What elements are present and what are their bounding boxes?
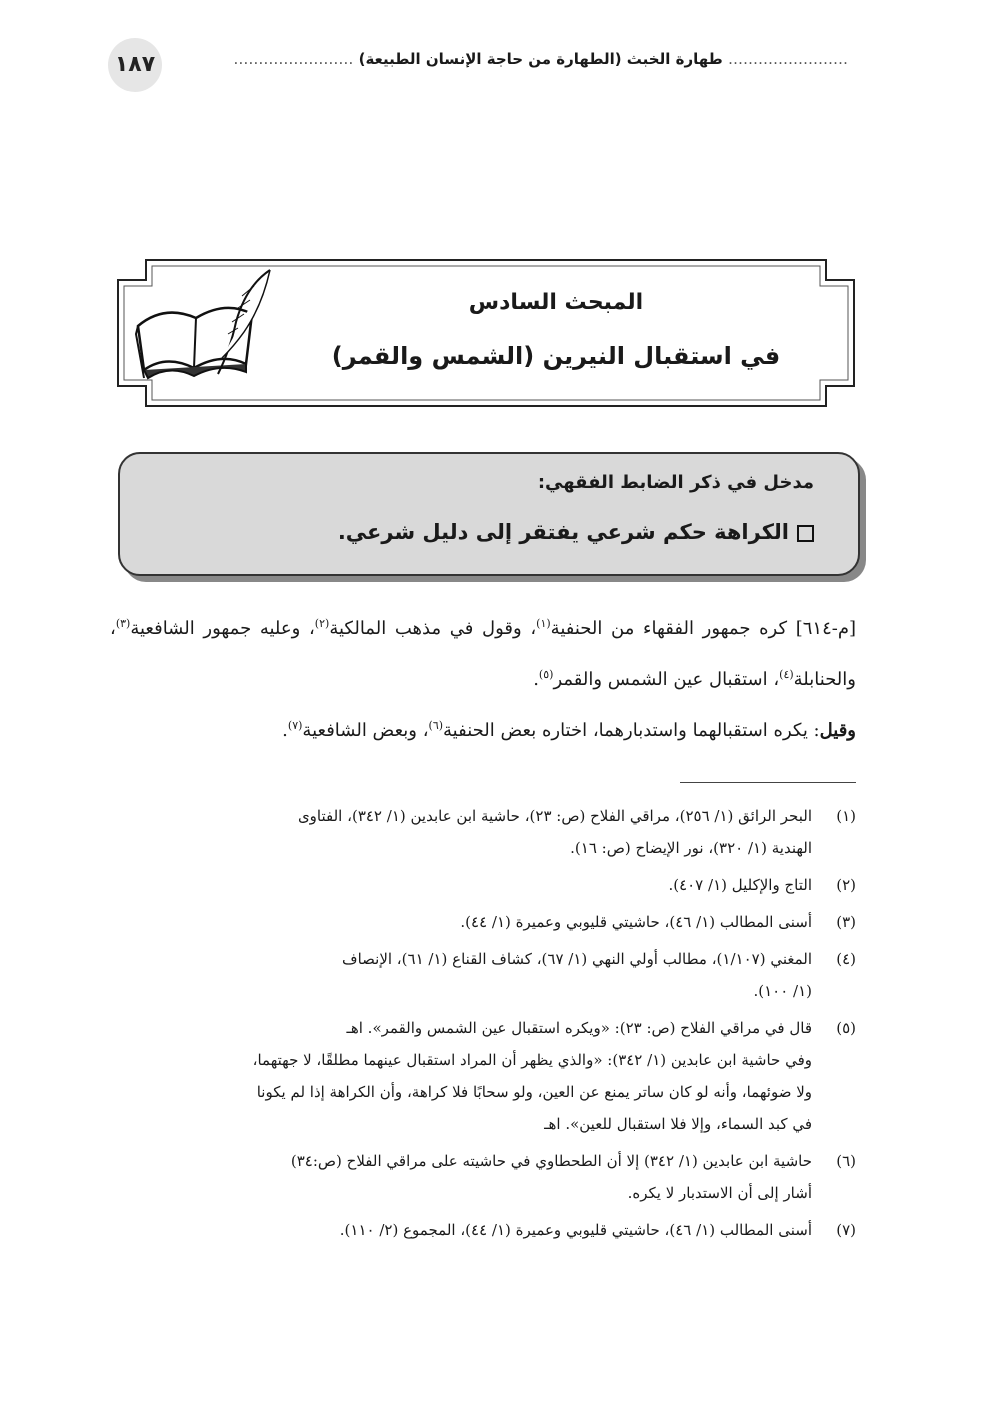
text-run: ، وعليه جمهور الشافعية xyxy=(130,618,315,639)
footnote-separator xyxy=(680,782,856,783)
footnote-ref[interactable]: (٦) xyxy=(428,719,444,732)
footnote-number: (٣) xyxy=(836,913,856,931)
footnote-line: المغني (١/١٠٧)، مطالب أولي النهي (١/ ٦٧)، كشاف القناع (١/ ٦١)، الإنصاف xyxy=(342,950,812,968)
footnote-line: البحر الرائق (١/ ٢٥٦)، مراقي الفلاح (ص: ٢٣)، حاشية ابن عابدين (١/ ٣٤٢)، الفتاوى xyxy=(297,807,812,825)
chapter-title: المبحث السادس xyxy=(468,290,644,315)
footnotes xyxy=(110,800,856,1251)
running-title xyxy=(168,50,848,68)
footnote-line: (١/ ١٠٠). xyxy=(753,982,812,1000)
chapter-title-frame xyxy=(116,258,856,408)
paragraph xyxy=(110,603,856,705)
footnote xyxy=(110,943,856,1007)
rule-item xyxy=(338,520,814,544)
footnote-line: الهندية (١/ ٣٢٠)، نور الإيضاح (ص: ١٦). xyxy=(570,839,812,857)
chapter-subtitle: في استقبال النيرين (الشمس والقمر) xyxy=(331,342,781,370)
footnote-ref[interactable]: (١) xyxy=(536,617,551,630)
footnote-line: أشار إلى أن الاستدبار لا يكره. xyxy=(627,1184,812,1202)
footnote-line: قال في مراقي الفلاح (ص: ٢٣): «ويكره استقبال عين الشمس والقمر». اهـ xyxy=(346,1019,812,1037)
text-run: ، وبعض الشافعية xyxy=(302,720,429,741)
footnote-line: أسنى المطالب (١/ ٤٦)، حاشيتي قليوبي وعميرة (١/ ٤٤)، المجموع (٢/ ١١٠). xyxy=(339,1221,812,1239)
page-number: ١٨٧ xyxy=(108,38,162,92)
footnote-line: التاج والإكليل (١/ ٤٠٧). xyxy=(668,876,812,894)
footnote-line: وفي حاشية ابن عابدين (١/ ٣٤٢): «والذي يظهر أن المراد استقبال عينهما مطلقًا، لا جهتهما، xyxy=(252,1051,812,1069)
text-run: [م-٦١٤] كره جمهور الفقهاء من الحنفية xyxy=(550,618,856,639)
footnote-ref[interactable]: (٣) xyxy=(115,617,131,630)
footnote-line: في كبد السماء، وإلا فلا استقبال للعين». اهـ xyxy=(544,1115,812,1133)
text-run: ، وقول في مذهب المالكية xyxy=(329,618,537,639)
footnote-ref[interactable]: (٧) xyxy=(287,719,303,732)
footnote-line: أسنى المطالب (١/ ٤٦)، حاشيتي قليوبي وعميرة (١/ ٤٤). xyxy=(460,913,812,931)
fiqh-rule-box xyxy=(118,452,860,576)
rule-text: الكراهة حكم شرعي يفتقر إلى دليل شرعي. xyxy=(337,520,789,544)
page-header xyxy=(108,38,848,98)
footnote xyxy=(110,869,856,901)
text-run: ، والحنابلة xyxy=(110,618,856,690)
footnote-number: (١) xyxy=(836,807,856,825)
footnote-number: (٧) xyxy=(836,1221,856,1239)
footnote xyxy=(110,1012,856,1140)
text-run: . xyxy=(282,720,288,741)
text-run: ، استقبال عين الشمس والقمر xyxy=(553,669,780,690)
lead-word: وقيل xyxy=(819,720,856,741)
footnote-number: (٤) xyxy=(836,950,856,968)
text-run: : يكره استقبالهما واستدبارهما، اختاره بعض الحنفية xyxy=(443,720,820,741)
footnote-number: (٥) xyxy=(836,1019,856,1037)
footnote-number: (٢) xyxy=(836,876,856,894)
footnote xyxy=(110,800,856,864)
main-text xyxy=(110,603,856,756)
footnote xyxy=(110,1145,856,1209)
footnote-ref[interactable]: (٤) xyxy=(779,668,794,681)
paragraph xyxy=(110,705,856,756)
footnote-line: حاشية ابن عابدين (١/ ٣٤٢) إلا أن الطحطاوي في حاشيته على مراقي الفلاح (ص:٣٤) xyxy=(290,1152,812,1170)
rule-box-label: مدخل في ذكر الضابط الفقهي: xyxy=(537,472,814,493)
footnote-ref[interactable]: (٢) xyxy=(314,617,330,630)
leader-dots: …………………… xyxy=(728,50,848,68)
running-title-text: طهارة الخبث (الطهارة من حاجة الإنسان الطبيعة) xyxy=(358,50,723,68)
footnote-number: (٦) xyxy=(836,1152,856,1170)
checkbox-square-icon xyxy=(797,525,814,542)
footnote-line: ولا ضوئهما، وأنه لو كان ساتر يمنع عن العين، ولو سحابًا فلا كراهة، وأن الكراهة إذا لم يكونا xyxy=(256,1083,812,1101)
leader-dots: …………………… xyxy=(233,50,354,68)
footnote xyxy=(110,1214,856,1246)
footnote xyxy=(110,906,856,938)
text-run: . xyxy=(533,669,539,690)
book-and-quill-icon xyxy=(134,266,274,396)
footnote-ref[interactable]: (٥) xyxy=(538,668,554,681)
